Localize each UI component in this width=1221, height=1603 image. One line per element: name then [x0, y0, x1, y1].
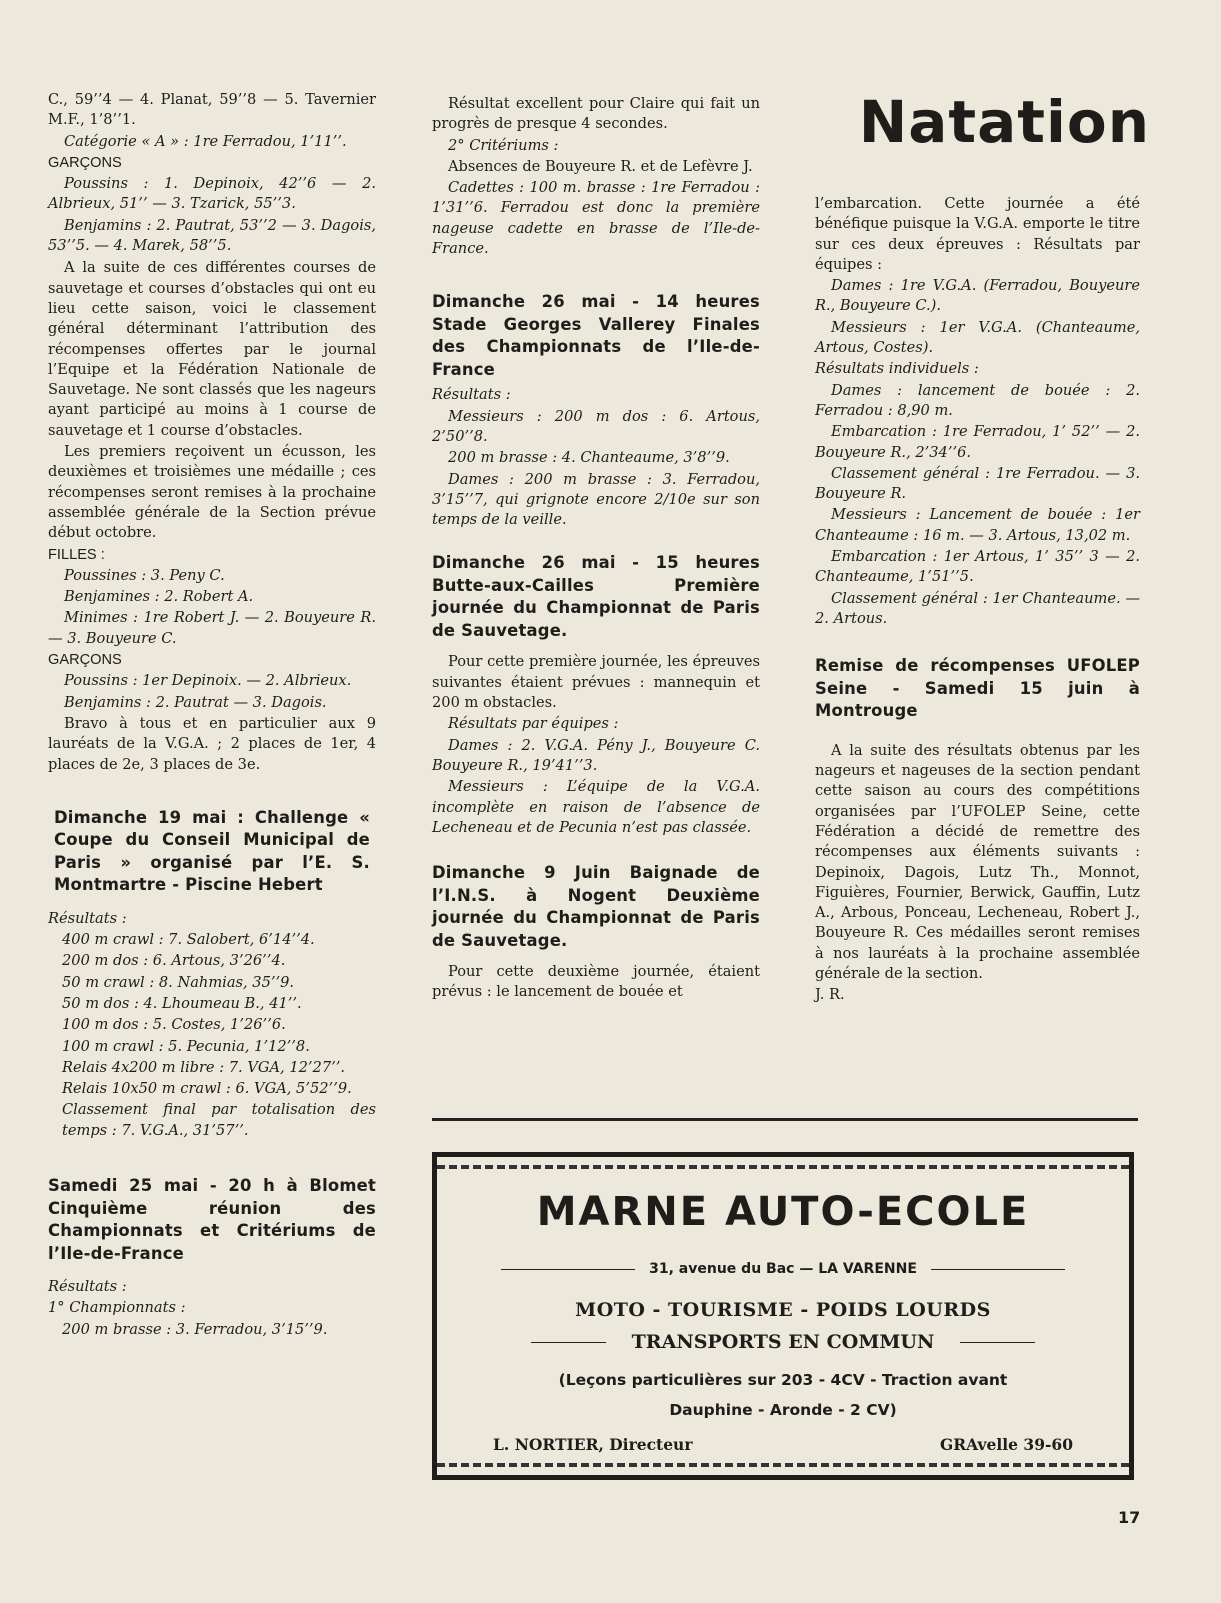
ad-line-2-row [517, 1331, 1049, 1353]
paragraph: Les premiers reçoivent un écusson, les deuxièmes et troisièmes une médaille ; ces récompenses seront remises à la prochaine assemblée générale de la Section prévue début octobre. [48, 443, 376, 542]
advertisement [432, 1152, 1134, 1480]
ad-line-2: TRANSPORTS EN COMMUN [631, 1331, 935, 1353]
paragraph: A la suite de ces différentes courses de sauvetage et courses d’obstacles qui ont eu lieu cette saison, voici le classement général déterminant l’attribution des récompenses offertes par le journal l’Equipe et la Fédération Nationale de Sauvetage. Ne sont classés que les nageurs ayant participé au moins à 1 course de sauvetage et 1 course d’obstacles. [48, 259, 376, 439]
list-item: Classement final par totalisation des temps : 7. V.G.A., 31’57’’. [62, 1101, 376, 1139]
paragraph: Minimes : 1re Robert J. — 2. Bouyeure R. — 3. Bouyeure C. [48, 609, 376, 647]
paragraph: 2° Critériums : [448, 136, 559, 154]
ad-director: L. NORTIER, Directeur [493, 1435, 693, 1454]
results-label: Résultats : [432, 386, 511, 404]
ad-line-3: (Leçons particulières sur 203 - 4CV - Traction avant [558, 1371, 1008, 1389]
paragraph: Benjamins : 2. Pautrat, 53’’2 — 3. Dagois, 53’’5. — 4. Marek, 58’’5. [48, 216, 376, 255]
section-heading: Dimanche 9 Juin Baignade de l’I.N.S. à Nogent Deuxième journée du Championnat de Paris de Sauvetage. [432, 863, 760, 950]
paragraph: A la suite des résultats obtenus par les nageurs et nageuses de la section pendant cette saison au cours des compétitions organisées par l’UFOLEP Seine, cette Fédération a décidé de remettre des récompenses aux éléments suivants : Depinoix, Dagois, Lutz Th., Monnot, Figuières, Fournier, Berwick, Gauffin, Lutz A., Arbous, Ponceau, Lecheneau, Robert J., Bouyeure R. Ces médailles seront remises à nos lauréats à la prochaine assemblée générale de la section. [815, 741, 1140, 982]
column-1 [48, 90, 376, 1341]
paragraph: Poussins : 1er Depinoix. — 2. Albrieux. [64, 672, 352, 690]
divider [931, 1269, 1065, 1270]
paragraph: Résultats par équipes : [448, 715, 619, 733]
section-heading: Dimanche 26 mai - 14 heures Stade Georges Vallerey Finales des Championnats de l’Ile-de-France [432, 292, 760, 379]
divider [432, 1118, 1138, 1121]
section-label: GARÇONS [48, 154, 122, 171]
list-item: 50 m dos : 4. Lhoumeau B., 41’’. [62, 994, 302, 1012]
page-number: 17 [1118, 1508, 1141, 1527]
section-heading: Dimanche 26 mai - 15 heures Butte-aux-Cailles Première journée du Championnat de Paris de Sauvetage. [432, 553, 760, 640]
paragraph: Benjamines : 2. Robert A. [64, 588, 254, 606]
paragraph: Absences de Bouyeure R. et de Lefèvre J. [448, 157, 753, 175]
paragraph: C., 59’’4 — 4. Planat, 59’’8 — 5. Tavernier M.F., 1’8’’1. [48, 91, 376, 129]
list-item: 200 m dos : 6. Artous, 3’26’’4. [62, 952, 286, 970]
list-item: 100 m dos : 5. Costes, 1’26’’6. [62, 1016, 286, 1034]
paragraph: Embarcation : 1er Artous, 1’ 35’’ 3 — 2. Chanteaume, 1’51’’5. [815, 548, 1140, 586]
section-label: GARÇONS [48, 652, 122, 669]
divider [501, 1269, 635, 1270]
signature: J. R. [815, 986, 845, 1004]
paragraph: Dames : lancement de bouée : 2. Ferradou : 8,90 m. [815, 381, 1140, 419]
section-heading: Samedi 25 mai - 20 h à Blomet Cinquième réunion des Championnats et Critériums de l’Ile-de-France [48, 1176, 376, 1263]
paragraph: Dames : 200 m brasse : 3. Ferradou, 3’15’’7, qui grignote encore 2/10e sur son temps de la veille. [432, 470, 760, 529]
ad-phone: GRAvelle 39-60 [940, 1435, 1073, 1454]
section-heading: Remise de récompenses UFOLEP Seine - Samedi 15 juin à Montrouge [815, 656, 1140, 721]
paragraph: 200 m brasse : 4. Chanteaume, 3’8’’9. [448, 449, 730, 467]
paragraph: Poussins : 1. Depinoix, 42’’6 — 2. Albrieux, 51’’ — 3. Tzarick, 55’’3. [48, 175, 376, 213]
paragraph: 1° Championnats : [48, 1299, 186, 1317]
section-heading: Dimanche 19 mai : Challenge « Coupe du Conseil Municipal de Paris » organisé par l’E. S. Montmartre - Piscine Hebert [54, 807, 370, 895]
paragraph: Messieurs : 1er V.G.A. (Chanteaume, Artous, Costes). [815, 318, 1140, 357]
paragraph: Classement général : 1re Ferradou. — 3. Bouyeure R. [815, 464, 1140, 503]
paragraph: Résultat excellent pour Claire qui fait un progrès de presque 4 secondes. [432, 95, 760, 133]
results-label: Résultats : [48, 1278, 127, 1296]
ad-line-4: Dauphine - Aronde - 2 CV) [669, 1401, 897, 1419]
ad-name: MARNE AUTO-ECOLE [536, 1189, 1030, 1235]
divider [960, 1342, 1035, 1343]
list-item: 100 m crawl : 5. Pecunia, 1’12’’8. [62, 1037, 310, 1055]
paragraph: Dames : 1re V.G.A. (Ferradou, Bouyeure R., Bouyeure C.). [815, 277, 1140, 315]
list-item: Relais 10x50 m crawl : 6. VGA, 5’52’’9. [62, 1080, 352, 1098]
paragraph: l’embarcation. Cette journée a été bénéfique puisque la V.G.A. emporte le titre sur ces deux épreuves : Résultats par équipes : [815, 195, 1140, 273]
paragraph: Classement général : 1er Chanteaume. — 2. Artous. [815, 589, 1140, 627]
paragraph: Cadettes : 100 m. brasse : 1re Ferradou : 1’31’’6. Ferradou est donc la première nageuse cadette en brasse de l’Ile-de-France. [432, 179, 760, 258]
results-label: Résultats individuels : [815, 360, 979, 378]
paragraph: Pour cette deuxième journée, étaient prévus : le lancement de bouée et [432, 963, 760, 1001]
ad-address: 31, avenue du Bac — LA VARENNE [649, 1261, 917, 1277]
paragraph: Benjamins : 2. Pautrat — 3. Dagois. [64, 693, 327, 711]
ad-line-1: MOTO - TOURISME - POIDS LOURDS [575, 1299, 991, 1321]
divider [531, 1342, 606, 1343]
results-label: Résultats : [48, 909, 127, 927]
paragraph: Bravo à tous et en particulier aux 9 lauréats de la V.G.A. ; 2 places de 1er, 4 places de 2e, 3 places de 3e. [48, 714, 376, 773]
paragraph: Dames : 2. V.G.A. Pény J., Bouyeure C. Bouyeure R., 19’41’’3. [432, 736, 760, 774]
section-label: FILLES : [48, 546, 105, 563]
paragraph: Pour cette première journée, les épreuves suivantes étaient prévues : mannequin et 200 m obstacles. [432, 653, 760, 712]
column-3 [815, 194, 1140, 1007]
paragraph: Messieurs : L’équipe de la V.G.A. incomplète en raison de l’absence de Lecheneau et de Pecunia n’est pas classée. [432, 778, 760, 836]
paragraph: 200 m brasse : 3. Ferradou, 3’15’’9. [62, 1320, 328, 1338]
list-item: Relais 4x200 m libre : 7. VGA, 12’27’’. [62, 1058, 346, 1076]
paragraph: Catégorie « A » : 1re Ferradou, 1’11’’. [64, 132, 347, 150]
column-2 [432, 94, 760, 1004]
paragraph: Embarcation : 1re Ferradou, 1’ 52’’ — 2. Bouyeure R., 2’34’’6. [815, 423, 1140, 461]
ad-address-row [487, 1261, 1079, 1277]
list-item: 400 m crawl : 7. Salobert, 6’14’’4. [62, 931, 315, 949]
page-title: Natation [858, 88, 1150, 156]
paragraph: Messieurs : Lancement de bouée : 1er Chanteaume : 16 m. — 3. Artous, 13,02 m. [815, 506, 1140, 544]
list-item: 50 m crawl : 8. Nahmias, 35’’9. [62, 973, 295, 991]
paragraph: Messieurs : 200 m dos : 6. Artous, 2’50’’8. [432, 407, 760, 445]
paragraph: Poussines : 3. Peny C. [64, 566, 225, 584]
results-list [48, 930, 376, 1141]
